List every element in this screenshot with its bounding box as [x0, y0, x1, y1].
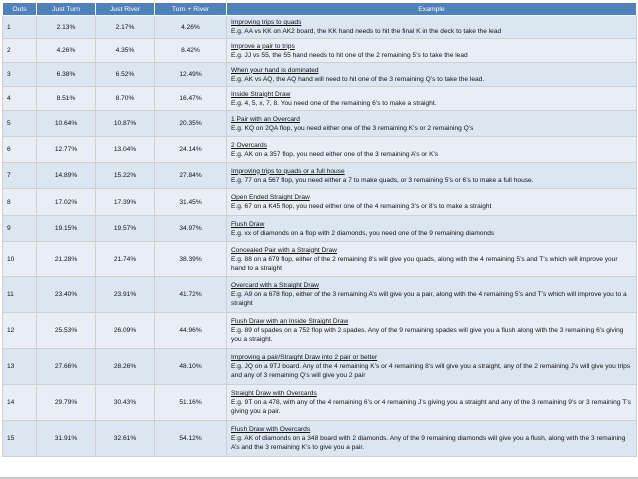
table-row	[3, 421, 637, 457]
outs-cell: 12	[3, 313, 37, 349]
just-river-cell: 10.87%	[96, 111, 155, 137]
table-body	[3, 16, 637, 457]
example-title: When your hand is dominated	[231, 66, 319, 74]
example-cell	[227, 216, 637, 242]
just-turn-cell: 27.66%	[37, 349, 96, 385]
example-title: Overcard with a Straight Draw	[231, 282, 319, 289]
example-cell	[227, 189, 637, 216]
example-description: E.g. 67 on a K45 flop, you need either one of the 4 remaining 3’s or 8’s to make a straight	[231, 203, 492, 210]
example-description: E.g. AK on a 357 flop, you need either one of the 3 remaining A’s or K’s	[231, 150, 439, 158]
outs-cell: 8	[3, 189, 37, 216]
outs-odds-table-container	[2, 2, 636, 457]
example-description: E.g. JQ on a 9TJ board. Any of the 4 remaining K’s or 4 remaining 8’s will give you a straight, any of the 2 remaining J’s will give you trips and any of 3 remaining Q’s will give you 2 pair	[231, 363, 631, 379]
table-row	[3, 16, 637, 39]
outs-cell: 4	[3, 87, 37, 111]
outs-cell: 7	[3, 163, 37, 189]
turn-river-cell: 16.47%	[155, 87, 227, 111]
turn-river-cell: 4.26%	[155, 16, 227, 39]
example-description: E.g. 88 on a 679 flop, either of the 2 remaining 8’s will give you quads, along with the 4 remaining 5’s and T’s which will improve your hand to a straight	[231, 255, 618, 272]
example-title: 1 Pair with an Overcard	[231, 115, 300, 123]
table-row	[3, 216, 637, 242]
example-cell	[227, 163, 637, 189]
just-river-cell: 19.57%	[96, 216, 155, 242]
table-row	[3, 189, 637, 216]
just-river-cell: 13.04%	[96, 137, 155, 163]
table-row	[3, 63, 637, 87]
just-turn-cell: 29.79%	[37, 385, 96, 421]
example-cell	[227, 385, 637, 421]
table-row	[3, 137, 637, 163]
example-description: E.g. 4, 5, x, 7, 8. You need one of the remaining 6’s to make a straight.	[231, 99, 437, 107]
just-river-cell: 23.91%	[96, 277, 155, 313]
just-turn-cell: 19.15%	[37, 216, 96, 242]
example-title: Concealed Pair with a Straight Draw	[231, 246, 337, 254]
just-turn-cell: 12.77%	[37, 137, 96, 163]
example-cell	[227, 39, 637, 63]
outs-cell: 6	[3, 137, 37, 163]
example-cell	[227, 277, 637, 313]
example-description: E.g. KQ on 2QA flop, you need either one of the 3 remaining K’s or 2 remaining Q’s	[231, 124, 474, 132]
example-description: E.g. 89 of spades on a 752 flop with 2 spades. Any of the 9 remaining spades will give you a flush along with the 3 remaining 6’s giving you a straight.	[231, 327, 624, 343]
header-turn-plus-river: Turn + River	[155, 3, 227, 16]
example-title: Flush Draw with Overcards	[231, 426, 311, 433]
turn-river-cell: 48.10%	[155, 349, 227, 385]
just-turn-cell: 25.53%	[37, 313, 96, 349]
example-cell	[227, 111, 637, 137]
outs-cell: 13	[3, 349, 37, 385]
outs-cell: 3	[3, 63, 37, 87]
example-title: Flush Draw with an Inside Straight Draw	[231, 318, 349, 325]
turn-river-cell: 51.16%	[155, 385, 227, 421]
just-turn-cell: 31.91%	[37, 421, 96, 457]
just-river-cell: 21.74%	[96, 242, 155, 277]
example-cell	[227, 421, 637, 457]
example-title: Open Ended Straight Draw	[231, 194, 310, 201]
just-turn-cell: 14.89%	[37, 163, 96, 189]
outs-cell: 1	[3, 16, 37, 39]
outs-cell: 14	[3, 385, 37, 421]
table-row	[3, 349, 637, 385]
example-title: Improving a pair/Straight Draw into 2 pair or better	[231, 354, 378, 361]
turn-river-cell: 34.97%	[155, 216, 227, 242]
turn-river-cell: 8.42%	[155, 39, 227, 63]
just-turn-cell: 23.40%	[37, 277, 96, 313]
example-cell	[227, 313, 637, 349]
example-title: Improving trips to quads or a full house	[231, 167, 345, 175]
header-just-turn: Just Turn	[37, 3, 96, 16]
just-river-cell: 28.26%	[96, 349, 155, 385]
just-river-cell: 15.22%	[96, 163, 155, 189]
example-title: Inside Straight Draw	[231, 90, 291, 98]
example-title: Improving trips to quads	[231, 19, 302, 26]
just-turn-cell: 2.13%	[37, 16, 96, 39]
turn-river-cell: 24.14%	[155, 137, 227, 163]
just-river-cell: 4.35%	[96, 39, 155, 63]
just-river-cell: 32.61%	[96, 421, 155, 457]
header-row	[3, 3, 637, 16]
just-turn-cell: 10.64%	[37, 111, 96, 137]
header-just-river: Just River	[96, 3, 155, 16]
table-row	[3, 277, 637, 313]
just-turn-cell: 4.26%	[37, 39, 96, 63]
just-turn-cell: 8.51%	[37, 87, 96, 111]
turn-river-cell: 31.45%	[155, 189, 227, 216]
turn-river-cell: 54.12%	[155, 421, 227, 457]
turn-river-cell: 20.35%	[155, 111, 227, 137]
example-description: E.g. AK of diamonds on a 348 board with 2 diamonds. Any of the 9 remaining diamonds will give you a flush, along with the 3 remaining A’s and the 3 remaining K’s to give you a pair.	[231, 435, 626, 451]
example-title: Flush Draw	[231, 220, 265, 228]
outs-odds-table	[2, 2, 637, 457]
table-row	[3, 313, 637, 349]
example-description: E.g. JJ vs 55, the 55 hand needs to hit one of the 2 remaining 5’s to take the lead	[231, 51, 468, 59]
table-row	[3, 385, 637, 421]
table-row	[3, 242, 637, 277]
just-turn-cell: 21.28%	[37, 242, 96, 277]
just-turn-cell: 17.02%	[37, 189, 96, 216]
example-description: E.g. xx of diamonds on a flop with 2 diamonds, you need one of the 9 remaining diamonds	[231, 229, 495, 237]
just-turn-cell: 6.38%	[37, 63, 96, 87]
just-river-cell: 8.70%	[96, 87, 155, 111]
table-row	[3, 87, 637, 111]
example-cell	[227, 87, 637, 111]
outs-cell: 5	[3, 111, 37, 137]
just-river-cell: 6.52%	[96, 63, 155, 87]
example-title: 2 Overcards	[231, 141, 267, 149]
example-title: Improve a pair to trips	[231, 42, 295, 50]
just-river-cell: 26.09%	[96, 313, 155, 349]
example-title: Straight Draw with Overcards	[231, 390, 317, 397]
outs-cell: 10	[3, 242, 37, 277]
outs-cell: 2	[3, 39, 37, 63]
table-row	[3, 39, 637, 63]
header-example: Example	[227, 3, 637, 16]
example-description: E.g. AA vs KK on AK2 board, the KK hand needs to hit the final K in the deck to take the lead	[231, 28, 502, 35]
example-cell	[227, 242, 637, 277]
table-row	[3, 111, 637, 137]
example-cell	[227, 349, 637, 385]
example-description: E.g. AK vs AQ, the AQ hand will need to hit one of the 3 remaining Q’s to take the lead.	[231, 75, 485, 83]
turn-river-cell: 12.49%	[155, 63, 227, 87]
just-river-cell: 2.17%	[96, 16, 155, 39]
example-description: E.g. 77 on a 567 flop, you need either a 7 to make quads, or 3 remaining 5’s or 6’s to make a full house.	[231, 176, 534, 184]
turn-river-cell: 27.84%	[155, 163, 227, 189]
example-cell	[227, 63, 637, 87]
example-cell	[227, 16, 637, 39]
outs-cell: 11	[3, 277, 37, 313]
just-river-cell: 30.43%	[96, 385, 155, 421]
example-description: E.g. 9T on a 478, with any of the 4 remaining 6’s or 4 remaining J’s giving you a straight and any of the 3 remaining 9’s or 3 remaining T’s giving you a pair.	[231, 399, 631, 415]
example-cell	[227, 137, 637, 163]
outs-cell: 9	[3, 216, 37, 242]
table-row	[3, 163, 637, 189]
outs-cell: 15	[3, 421, 37, 457]
turn-river-cell: 44.96%	[155, 313, 227, 349]
example-description: E.g. A9 on a 678 flop, either of the 3 remaining A’s will give you a pair, along with the 4 remaining 5’s and T’s which will improve you to a straight	[231, 291, 627, 307]
turn-river-cell: 41.72%	[155, 277, 227, 313]
header-outs: Outs	[3, 3, 37, 16]
just-river-cell: 17.39%	[96, 189, 155, 216]
turn-river-cell: 38.39%	[155, 242, 227, 277]
